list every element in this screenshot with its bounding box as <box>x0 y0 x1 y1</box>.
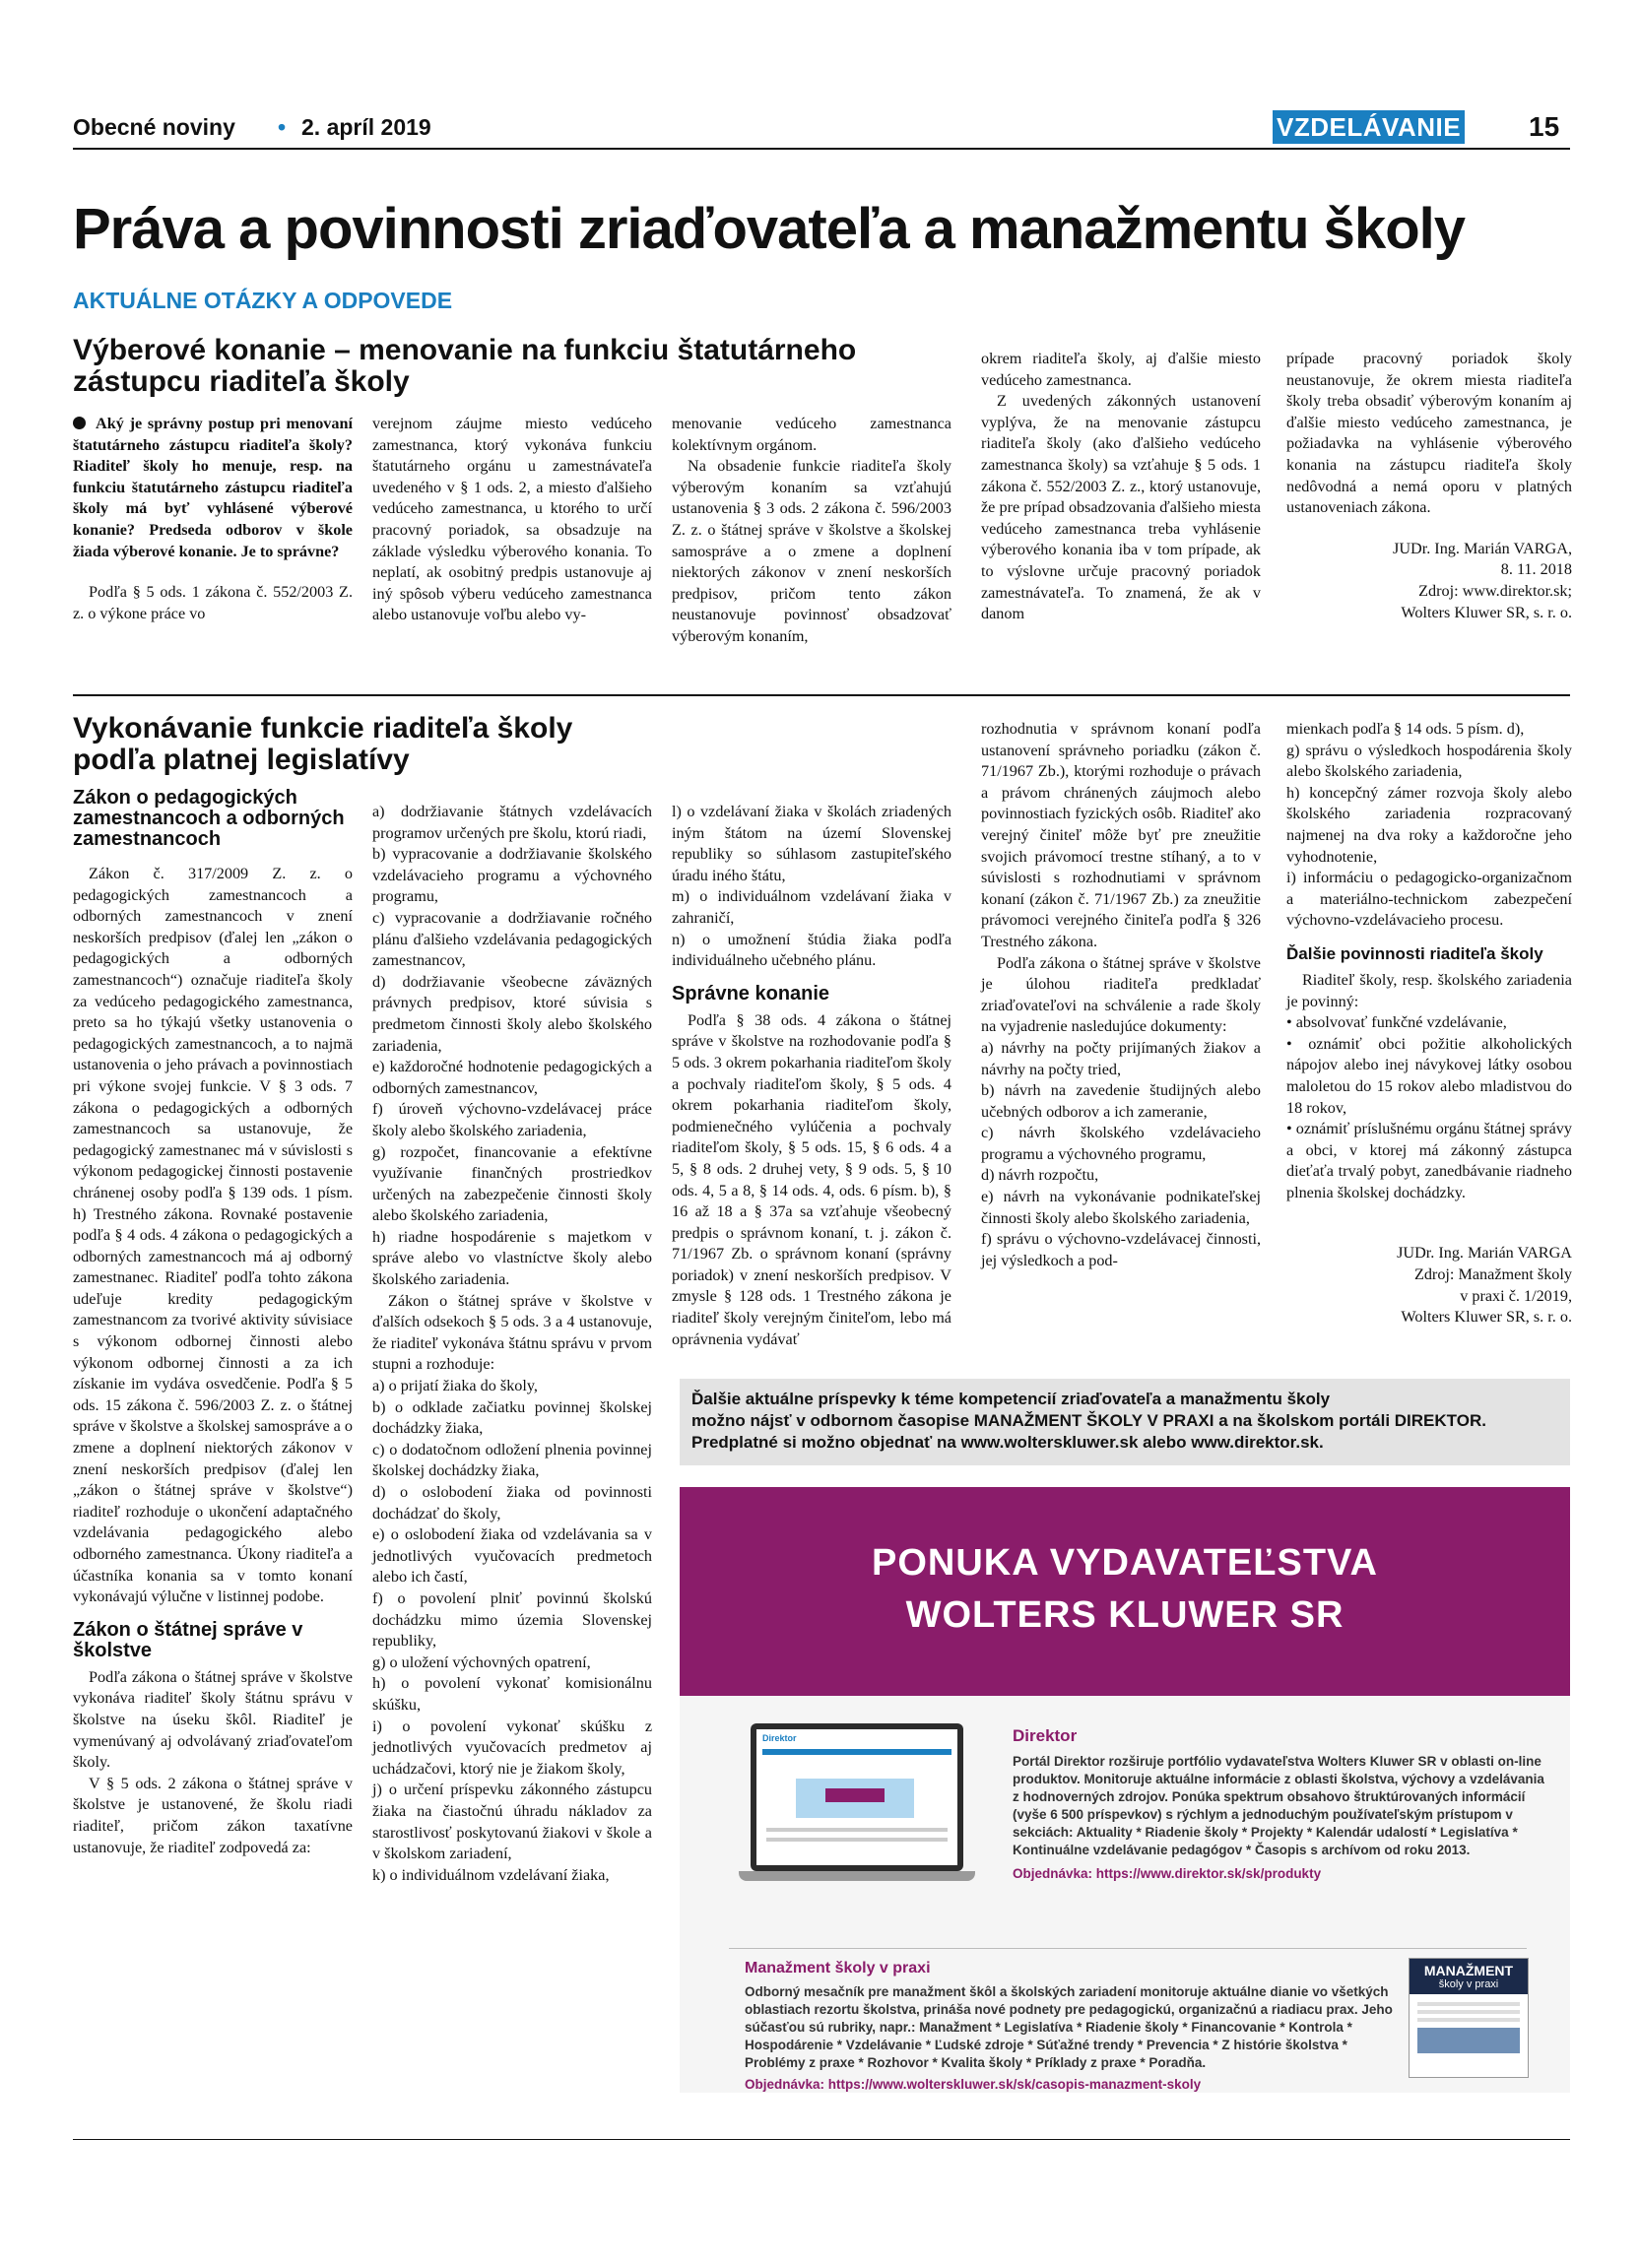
article1-col1 <box>73 414 353 624</box>
article2-subhead-2: Zákon o štátnej správe v školstve <box>73 1618 303 1661</box>
article2-col3-p: Podľa § 38 ods. 4 zákona o štátnej správe v školstve na rozhodovanie podľa § 5 ods. 3 okrem pokarhania riaditeľom školy a pochvaly riaditeľom školy, § 5 ods. 4 okrem pokarhania riaditeľom školy, podmienečného vylúčenia a pochvaly riaditeľom školy, § 5 ods. 15, § 6 ods. 4 a 5, § 8 ods. 2 druhej vety, § 9 ods. 5, § 10 ods. 4, 5 a 8, § 14 ods. 4, ods. 6 písm. b), § 16 až 18 a § 37a sa vzťahuje všeobecný predpis o správnom konaní, t. j. zákon č. 71/1967 Zb. o správnom konaní (správny poriadok) v znení neskorších predpisov. V zmysle § 128 ods. 1 Trestného zákona je riaditeľ školy verejným činiteľom, lebo má oprávnenia vydávať <box>672 1010 951 1348</box>
article2-subhead-4: Ďalšie povinnosti riaditeľa školy <box>1286 943 1543 963</box>
screen-block <box>766 1828 948 1832</box>
info-line-3: Predplatné si možno objednať na www.wolterskluwer.sk alebo www.direktor.sk. <box>691 1433 1324 1452</box>
list-item: l) o vzdelávaní žiaka v školách zriadených iným štátom na území Slovenskej republiky so súhlasom zastupiteľského úradu iného štátu, <box>672 803 951 884</box>
list-item: • absolvovať funkčné vzdelávanie, <box>1286 1013 1507 1032</box>
laptop-base <box>739 1871 975 1881</box>
list-item: f) o povolení plniť povinnú školskú dochádzku mimo územia Slovenskej republiky, <box>372 1588 652 1651</box>
list-item: a) dodržiavanie štátnych vzdelávacích programov určených pre školu, ktorú riadi, <box>372 803 652 842</box>
list-item: i) informáciu o pedagogicko-organizačnom a materiálno-technickom zabezpečení výchovno-vzdelávacieho procesu. <box>1286 869 1572 930</box>
issue-date: 2. apríl 2019 <box>301 114 431 140</box>
list-item: mienkach podľa § 14 ods. 5 písm. d), <box>1286 720 1525 738</box>
header-rule <box>73 148 1570 150</box>
article1-source: Zdroj: www.direktor.sk; <box>1418 581 1572 600</box>
laptop-display <box>756 1729 957 1865</box>
article-divider <box>73 694 1570 696</box>
article2-col2 <box>372 802 652 1886</box>
list-item: g) rozpočet, financovanie a efektívne využívanie finančných prostriedkov určených na zabezpečenie činnosti školy alebo školského zariadenia, <box>372 1142 652 1225</box>
list-item: c) návrh školského vzdelávacieho programu a výchovného programu, <box>981 1124 1261 1163</box>
page-number: 15 <box>1529 111 1560 142</box>
cover-subtitle: školy v praxi <box>1438 1978 1499 1990</box>
article1-col2-text: verejnom záujme miesto vedúceho zamestnanca, ktorý vykonáva funkciu štatutárneho orgánu u zamestnávateľa uvedeného v § 1 ods. 2, a miesto ďalšieho vedúceho zamestnanca, u ktorého to určí pracovný poriadok, sa obsadzuje na základe výsledku výberového konania. To neplatí, ak osobitný predpis ustanovuje aj iný spôsob výberu vedúceho zamestnanca alebo ustanovuje voľbu alebo vy- <box>372 415 652 624</box>
list-item: h) o povolení vykonať komisionálnu skúšku, <box>372 1674 652 1714</box>
article2-publisher: Wolters Kluwer SR, s. r. o. <box>1401 1308 1572 1327</box>
laptop-image <box>739 1723 975 1920</box>
article2-col1 <box>73 788 353 1858</box>
info-line-2: možno nájsť v odbornom časopise MANAŽMENT ŠKOLY V PRAXI a na školskom portáli DIREKTOR. <box>691 1411 1486 1430</box>
list-item: b) návrh na zavedenie študijných alebo učebných odborov a ich zameranie, <box>981 1081 1261 1121</box>
list-item: c) o dodatočnom odložení plnenia povinnej školskej dochádzky žiaka, <box>372 1440 652 1480</box>
list-item: b) vypracovanie a dodržiavanie školského vzdelávacieho programu a výchovného programu, <box>372 845 652 906</box>
list-item: d) dodržiavanie všeobecne záväzných právnych predpisov, ktoré súvisia s predmetom činnosti školy alebo školského zariadenia, <box>372 972 652 1055</box>
list-item: e) každoročné hodnotenie pedagogických a odborných zamestnancov, <box>372 1058 652 1097</box>
cover-image <box>1417 2028 1520 2053</box>
article2-col4-p1: rozhodnutia v správnom konaní podľa ustanovení správneho poriadku (zákon č. 71/1967 Zb.), ktorými rozhoduje o právach a právom chránených záujmoch alebo povinnostiach fyzických osôb. Riaditeľ ako verejný činiteľ môže byť pre zneužitie svojich právomocí trestne stíhaný, a to v súvislosti s rozhodnutiami v správnom konaní (zákon č. 71/1967 Zb.) za zneužitie právomoci verejného činiteľa podľa § 326 Trestného zákona. <box>981 720 1261 950</box>
list-item: f) úroveň výchovno-vzdelávacej práce školy alebo školského zariadenia, <box>372 1100 652 1139</box>
article1-col3-p1: menovanie vedúceho zamestnanca kolektívnym orgánom. <box>672 415 951 454</box>
article2-author: JUDr. Ing. Marián VARGA <box>1397 1244 1572 1263</box>
list-item: h) koncepčný zámer rozvoja školy alebo školského zariadenia rozpracovaný najmenej na dva roky a každoročne jeho vyhodnotenie, <box>1286 783 1572 866</box>
magazine-text: Odborný mesačník pre manažment škôl a školských zariadení monitoruje aktuálne dianie vo všetkých oblastiach rezortu školstva, prináša nové podnety pre pedagogickú, organizačnú a riadiacu prax. Jeho súčasťou sú rubriky, napr.: Manažment * Legislatíva * Riadenie školy * Financovanie * Kontrola * Hospodárenie * Vzdelávanie * Ľudské zdroje * Súťažné trendy * Prevencia * Z histórie školstva * Problémy z praxe * Rozhovor * Kvalita školy * Príklady z praxe * Poradňa. <box>745 1984 1393 2070</box>
magazine-block <box>745 1960 1395 2094</box>
list-item: b) o odklade začiatku povinnej školskej dochádzky žiaka, <box>372 1397 652 1438</box>
list-item: • oznámiť príslušnému orgánu štátnej správy a obci, v ktorej má zákonný zástupca dieťaťa trvalý pobyt, zanedbávanie riadneho plnenia školskej dochádzky. <box>1286 1120 1572 1201</box>
direktor-order: Objednávka: https://www.direktor.sk/sk/produkty <box>1013 1866 1322 1881</box>
laptop-screen <box>751 1723 963 1871</box>
screen-block <box>825 1788 885 1802</box>
list-item: h) riadne hospodárenie s majetkom v správe alebo vo vlastníctve školy alebo školského zariadenia. <box>372 1227 652 1289</box>
screen-bar <box>762 1749 951 1755</box>
magazine-title: Manažment školy v praxi <box>745 1960 931 1976</box>
article2-col5 <box>1286 719 1572 1328</box>
list-item: c) vypracovanie a dodržiavanie ročného plánu ďalšieho vzdelávania pedagogických zamestnancov, <box>372 908 652 970</box>
article2-col1-p1: Zákon č. 317/2009 Z. z. o pedagogických zamestnancoch a odborných zamestnancoch v znení neskorších predpisov (ďalej len „zákon o pedagogických a odborných zamestnancoch“) označuje riaditeľa školy za vedúceho pedagogického zamestnanca, preto sa ho týkajú všetky ustanovenia o pedagogických zamestnancoch, a to najmä ustanovenia o jeho právach a povinnostiach pri výkone svojej funkcie. V § 3 ods. 7 zákona o pedagogických a odborných zamestnancoch sa ustanovuje, že pedagogický zamestnanec má v súvislosti s výkonom pedagogickej činnosti postavenie chránenej osoby podľa § 139 ods. 1 písm. h) Trestného zákona. Rovnaké postavenie podľa § 4 ods. 4 zákona o pedagogických a odborných zamestnancoch má aj odborný zamestnanec. Riaditeľ podľa tohto zákona udeľuje kredity pedagogickým zamestnancom za tvorivé aktivity súvisiace s výkonom odbornej činnosti alebo výkonom odbornej činnosti a za ich získanie im vydáva osvedčenie. Podľa § 5 ods. 15 zákona č. 596/2003 Z. z. o štátnej správe v školstve a školskej samospráve a o zmene a doplnení niektorých zákonov v znení neskorších predpisov (ďalej len „zákon o štátnej správe v školstve“) riaditeľ rozhoduje o ukončení adaptačného vzdelávania pedagogického alebo odborného zamestnanca. Úkony riaditeľa a účastníka konania sa v tomto konaní vykonávajú výlučne v listinnej podobe. <box>73 865 353 1606</box>
question-text: Aký je správny postup pri menovaní štatutárneho zástupcu riaditeľa školy? Riaditeľ školy ho menuje, resp. na funkciu štatutárneho zástupcu riaditeľa školy má byť vyhlásené výberové konanie? Predseda odborov v škole žiada výberové konanie. Je to správne? <box>73 415 353 560</box>
article1-col5 <box>1286 349 1572 623</box>
laptop-logo: Direktor <box>762 1733 797 1743</box>
ad-banner <box>680 1487 1570 1696</box>
article1-col4 <box>981 349 1261 625</box>
article1-col5-p1: prípade pracovný poriadok školy neustanovuje, že okrem miesta riaditeľa školy treba obsadiť výberovým konaním aj ďalšie miesto vedúceho zamestnanca, je požiadavka na vyhlásenie výberového konania na zástupcu riaditeľa školy nedôvodná a nemá oporu v platných ustanoveniach zákona. <box>1286 350 1572 517</box>
list-item: i) o povolení vykonať skúšku z jednotlivých vyučovacích predmetov aj uchádzačovi, ktorý nie je žiakom školy, <box>372 1717 652 1778</box>
cover-line <box>1417 2010 1520 2014</box>
question <box>73 414 353 562</box>
direktor-text: Portál Direktor rozširuje portfólio vydavateľstva Wolters Kluwer SR v oblasti on-line produktov. Monitoruje aktuálne informácie z oblasti školstva, výchovy a vzdelávania z hodnoverných zdrojov. Ponúka spektrum obsahovo štruktúrovaných informácií (vyše 6 500 príspevkov) s rýchlym a jednoduchým používateľským prístupom v sekciách: Aktuality * Riadenie školy * Projekty * Kalendár udalostí * Legislatíva * Kontinuálne vzdelávanie pedagógov * Časopis s archívom od roku 2013. <box>1013 1754 1544 1857</box>
cover-line <box>1417 2002 1520 2006</box>
article1-date: 8. 11. 2018 <box>1500 560 1572 579</box>
list-item: g) o uložení výchovných opatrení, <box>372 1652 591 1671</box>
article2-col4-p2: Podľa zákona o štátnej správe v školstve je úlohou riaditeľa predkladať zriaďovateľovi na schválenie a rade školy na vyjadrenie nasledujúce dokumenty: <box>981 953 1261 1036</box>
paper-name: Obecné noviny <box>73 114 235 140</box>
cover-title: MANAŽMENT <box>1423 1963 1514 1978</box>
cover-line <box>1417 2018 1520 2022</box>
ad-banner-line-2: WOLTERS KLUWER SR <box>905 1594 1345 1636</box>
direktor-block <box>1013 1727 1544 1883</box>
list-item: a) o prijatí žiaka do školy, <box>372 1377 538 1395</box>
article1-col3-p2: Na obsadenie funkcie riaditeľa školy výberovým konaním sa vzťahujú ustanovenia § 3 ods. 2 zákona č. 596/2003 Z. z. o štátnej správe v školstve a školskej samospráve a o zmene a doplnení niektorých zákonov v znení neskorších predpisov, pričom tento zákon neustanovuje povinnosť obsadzovať výberovým konaním, <box>672 457 951 645</box>
list-item: e) o oslobodení žiaka od vzdelávania sa v jednotlivých vyučovacích predmetoch alebo ich častí, <box>372 1525 652 1587</box>
kicker: AKTUÁLNE OTÁZKY A ODPOVEDE <box>73 288 453 313</box>
list-item: d) návrh rozpočtu, <box>981 1166 1099 1185</box>
article2-subhead-3: Správne konanie <box>672 982 830 1004</box>
article2-title: Vykonávanie funkcie riaditeľa školy podľa platnej legislatívy <box>73 712 573 776</box>
article2-source1: Zdroj: Manažment školy <box>1413 1265 1572 1284</box>
page-header <box>73 110 1570 146</box>
article1-col2 <box>372 414 652 626</box>
advertisement <box>680 1487 1570 2093</box>
article2-col1-p3: V § 5 ods. 2 zákona o štátnej správe v školstve je ustanovené, že školu riadi riaditeľ, pričom zákon taxatívne ustanovuje, že riaditeľ zodpovedá za: <box>73 1774 353 1856</box>
list-item: n) o umožnení štúdia žiaka podľa individuálneho učebného plánu. <box>672 930 951 970</box>
list-item: j) o určení príspevku zákonného zástupcu žiaka na čiastočnú úhradu nákladov za starostlivosť poskytovanú žiakovi v škole a v školskom zariadení, <box>372 1781 652 1863</box>
info-box <box>680 1379 1570 1465</box>
header-separator: • <box>278 114 287 140</box>
ad-banner-line-1: PONUKA VYDAVATEĽSTVA <box>871 1542 1379 1584</box>
article2-source2: v praxi č. 1/2019, <box>1460 1286 1572 1305</box>
cover-header <box>1410 1959 1528 1994</box>
article1-col3 <box>672 414 951 648</box>
list-item: f) správu o výchovno-vzdelávacej činnosti, jej výsledkoch a pod- <box>981 1230 1261 1269</box>
magazine-cover <box>1409 1958 1529 2078</box>
direktor-title: Direktor <box>1013 1726 1078 1745</box>
footer-rule <box>73 2139 1570 2140</box>
article1-title: Výberové konanie – menovanie na funkciu štatutárneho zástupcu riaditeľa školy <box>73 334 857 398</box>
list-item: d) o oslobodení žiaka od povinnosti dochádzať do školy, <box>372 1483 652 1523</box>
list-item: • oznámiť obci požitie alkoholických nápojov alebo inej návykovej látky osobou maloletou do 15 rokov alebo mladistvou do 18 rokov, <box>1286 1034 1572 1117</box>
ad-divider <box>729 1948 1527 1949</box>
magazine-order: Objednávka: https://www.wolterskluwer.sk/sk/casopis-manazment-skoly <box>745 2077 1202 2092</box>
article1-col4-p2: Z uvedených zákonných ustanovení vyplýva, že na menovanie zástupcu riaditeľa školy (ako ďalšieho vedúceho zamestnanca školy) sa vzťahuje § 5 ods. 1 zákona č. 552/2003 Z. z., ktorý ustanovuje, že pre prípad obsadzovania ďalšieho miesta vedúceho zamestnanca treba vyhlásenie výberového konania iba v tom prípade, ak to výslovne určuje pracovný poriadok zamestnávateľa. To znamená, že ak v danom <box>981 392 1261 623</box>
list-item: e) návrh na vykonávanie podnikateľskej činnosti školy alebo školského zariadenia, <box>981 1188 1261 1227</box>
bullet-icon <box>73 417 86 429</box>
list-item: g) správu o výsledkoch hospodárenia školy alebo školského zariadenia, <box>1286 741 1572 781</box>
article1-col1-text: Podľa § 5 ods. 1 zákona č. 552/2003 Z. z. o výkone práce vo <box>73 583 353 622</box>
article2-col3 <box>672 802 951 1350</box>
article2-col4 <box>981 719 1261 1271</box>
article2-col5-p: Riaditeľ školy, resp. školského zariadenia je povinný: <box>1286 970 1572 1010</box>
list-item: a) návrhy na počty prijímaných žiakov a návrhy na počty tried, <box>981 1038 1261 1078</box>
article1-publisher: Wolters Kluwer SR, s. r. o. <box>1401 603 1572 621</box>
article1-col4-p1: okrem riaditeľa školy, aj ďalšie miesto vedúceho zamestnanca. <box>981 350 1261 389</box>
info-line-1: Ďalšie aktuálne príspevky k téme kompetencií zriaďovateľa a manažmentu školy <box>691 1390 1331 1408</box>
article1-author: JUDr. Ing. Marián VARGA, <box>1393 539 1572 557</box>
headline: Práva a povinnosti zriaďovateľa a manažmentu školy <box>73 197 1465 261</box>
article2-subhead-1: Zákon o pedagogických zamestnancoch a odborných zamestnancoch <box>73 787 345 850</box>
list-item: k) o individuálnom vzdelávaní žiaka, <box>372 1865 610 1884</box>
article2-col1-p2: Podľa zákona o štátnej správe v školstve vykonáva riaditeľ školy štátnu správu v školstve na úseku škôl. Riaditeľ je vymenúvaný aj odvolávaný zriaďovateľom školy. <box>73 1667 353 1772</box>
article2-col2-p: Zákon o štátnej správe v školstve v ďalších odsekoch § 5 ods. 3 a 4 ustanovuje, že riaditeľ vykonáva štátnu správu v prvom stupni a rozhoduje: <box>372 1291 652 1374</box>
section-label: VZDELÁVANIE <box>1273 110 1465 144</box>
list-item: m) o individuálnom vzdelávaní žiaka v zahraničí, <box>672 887 951 927</box>
screen-block <box>766 1838 948 1842</box>
